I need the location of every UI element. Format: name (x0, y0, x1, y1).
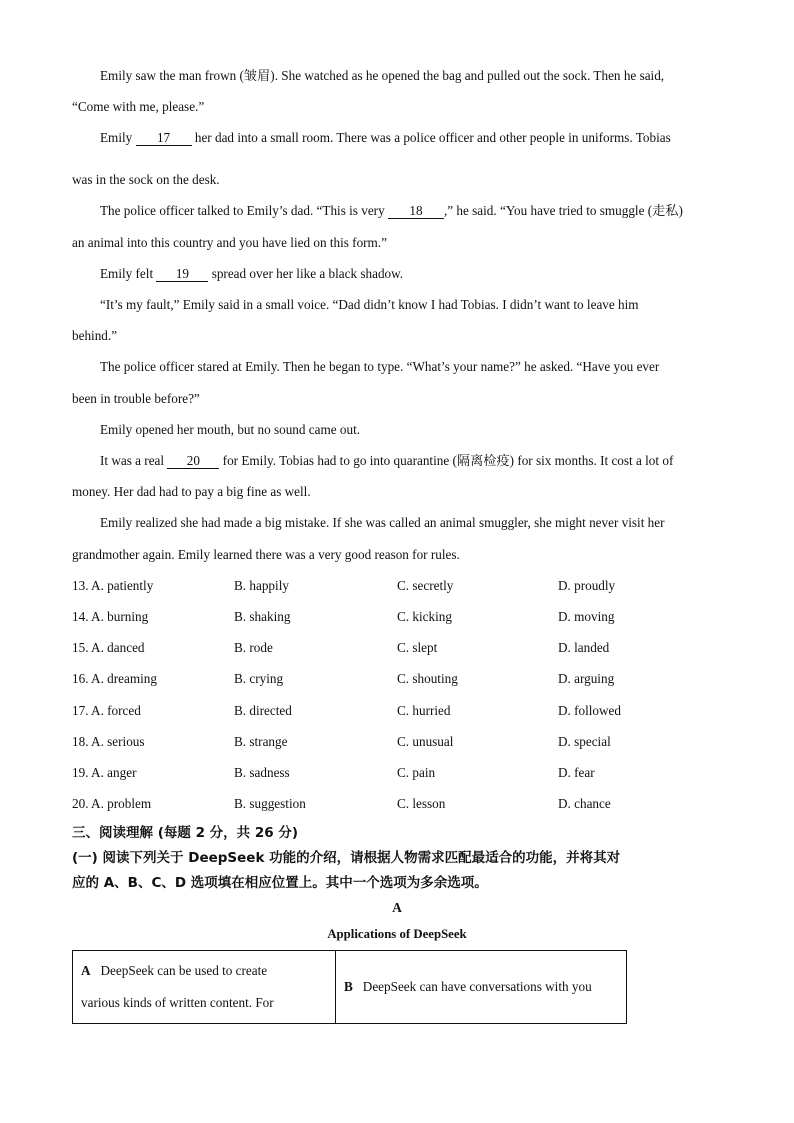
table-title: Applications of DeepSeek (327, 927, 467, 941)
passage-line: The police officer stared at Emily. Then he began to type. “What’s your name?” he asked. “Have you ever (100, 359, 660, 374)
table-cell-a: A DeepSeek can be used to create various kinds of written content. For (73, 951, 336, 1024)
option-d[interactable]: D. followed (558, 703, 621, 718)
passage-line: Emily felt 19 spread over her like a black shadow. (100, 266, 404, 281)
passage-line: Emily opened her mouth, but no sound came out. (100, 422, 361, 437)
passage-line: been in trouble before?” (72, 391, 200, 406)
option-a[interactable]: 17. A. forced (72, 703, 141, 718)
option-b[interactable]: B. crying (234, 671, 284, 686)
passage-line: Emily saw the man frown (皱眉). She watched as he opened the bag and pulled out the sock. Then he said, (100, 68, 665, 83)
passage-line: Emily realized she had made a big mistake. If she was called an animal smuggler, she might never visit her (100, 515, 665, 530)
passage-line: money. Her dad had to pay a big fine as well. (72, 484, 311, 499)
passage-line: “It’s my fault,” Emily said in a small voice. “Dad didn’t know I had Tobias. I didn’t want to leave him (100, 297, 639, 312)
option-c[interactable]: C. secretly (397, 578, 454, 593)
passage-line: grandmother again. Emily learned there was a very good reason for rules. (72, 547, 460, 562)
blank-17[interactable]: 17 (136, 131, 192, 146)
option-a[interactable]: 18. A. serious (72, 734, 145, 749)
option-a[interactable]: 19. A. anger (72, 765, 137, 780)
option-c[interactable]: C. kicking (397, 609, 452, 624)
passage-line: was in the sock on the desk. (72, 172, 220, 187)
passage-line: The police officer talked to Emily’s dad. “This is very 18 ,” he said. “You have tried to smuggle (走私) (100, 203, 683, 218)
option-c[interactable]: C. hurried (397, 703, 451, 718)
option-d[interactable]: D. special (558, 734, 611, 749)
option-d[interactable]: D. chance (558, 796, 611, 811)
cell-label: B (344, 979, 353, 994)
option-a[interactable]: 20. A. problem (72, 796, 152, 811)
option-a[interactable]: 13. A. patiently (72, 578, 154, 593)
section-heading: 三、阅读理解 (每题 2 分，共 26 分) (72, 825, 299, 841)
option-d[interactable]: D. moving (558, 609, 615, 624)
option-d[interactable]: D. landed (558, 640, 610, 655)
option-a[interactable]: 14. A. burning (72, 609, 149, 624)
option-c[interactable]: C. lesson (397, 796, 446, 811)
option-b[interactable]: B. rode (234, 640, 273, 655)
option-c[interactable]: C. slept (397, 640, 438, 655)
option-b[interactable]: B. happily (234, 578, 289, 593)
option-c[interactable]: C. unusual (397, 734, 454, 749)
passage-line: an animal into this country and you have lied on this form.” (72, 235, 387, 250)
cell-label: A (81, 963, 91, 978)
passage-line: “Come with me, please.” (72, 99, 205, 114)
option-d[interactable]: D. arguing (558, 671, 615, 686)
option-c[interactable]: C. pain (397, 765, 436, 780)
option-c[interactable]: C. shouting (397, 671, 458, 686)
option-a[interactable]: 16. A. dreaming (72, 671, 157, 686)
option-b[interactable]: B. strange (234, 734, 288, 749)
option-b[interactable]: B. shaking (234, 609, 291, 624)
blank-20[interactable]: 20 (167, 454, 219, 469)
option-b[interactable]: B. suggestion (234, 796, 306, 811)
passage-line: behind.” (72, 328, 118, 343)
section-instruction: (一) 阅读下列关于 DeepSeek 功能的介绍，请根据人物需求匹配最适合的功能，并将其对 (72, 850, 621, 866)
section-instruction: 应的 A、B、C、D 选项填在相应位置上。其中一个选项为多余选项。 (72, 875, 488, 891)
blank-19[interactable]: 19 (156, 267, 208, 282)
blank-18[interactable]: 18 (388, 204, 444, 219)
option-d[interactable]: D. fear (558, 765, 595, 780)
option-a[interactable]: 15. A. danced (72, 640, 145, 655)
part-label: A (392, 900, 402, 915)
option-b[interactable]: B. directed (234, 703, 292, 718)
passage-line: Emily 17 her dad into a small room. There was a police officer and other people in uniforms. Tobias (100, 130, 671, 145)
option-d[interactable]: D. proudly (558, 578, 616, 593)
passage-line: It was a real 20 for Emily. Tobias had to go into quarantine (隔离检疫) for six months. It cost a lot of (100, 453, 674, 468)
applications-table (72, 950, 627, 1024)
option-b[interactable]: B. sadness (234, 765, 290, 780)
table-cell-b: B DeepSeek can have conversations with you (336, 951, 627, 1024)
